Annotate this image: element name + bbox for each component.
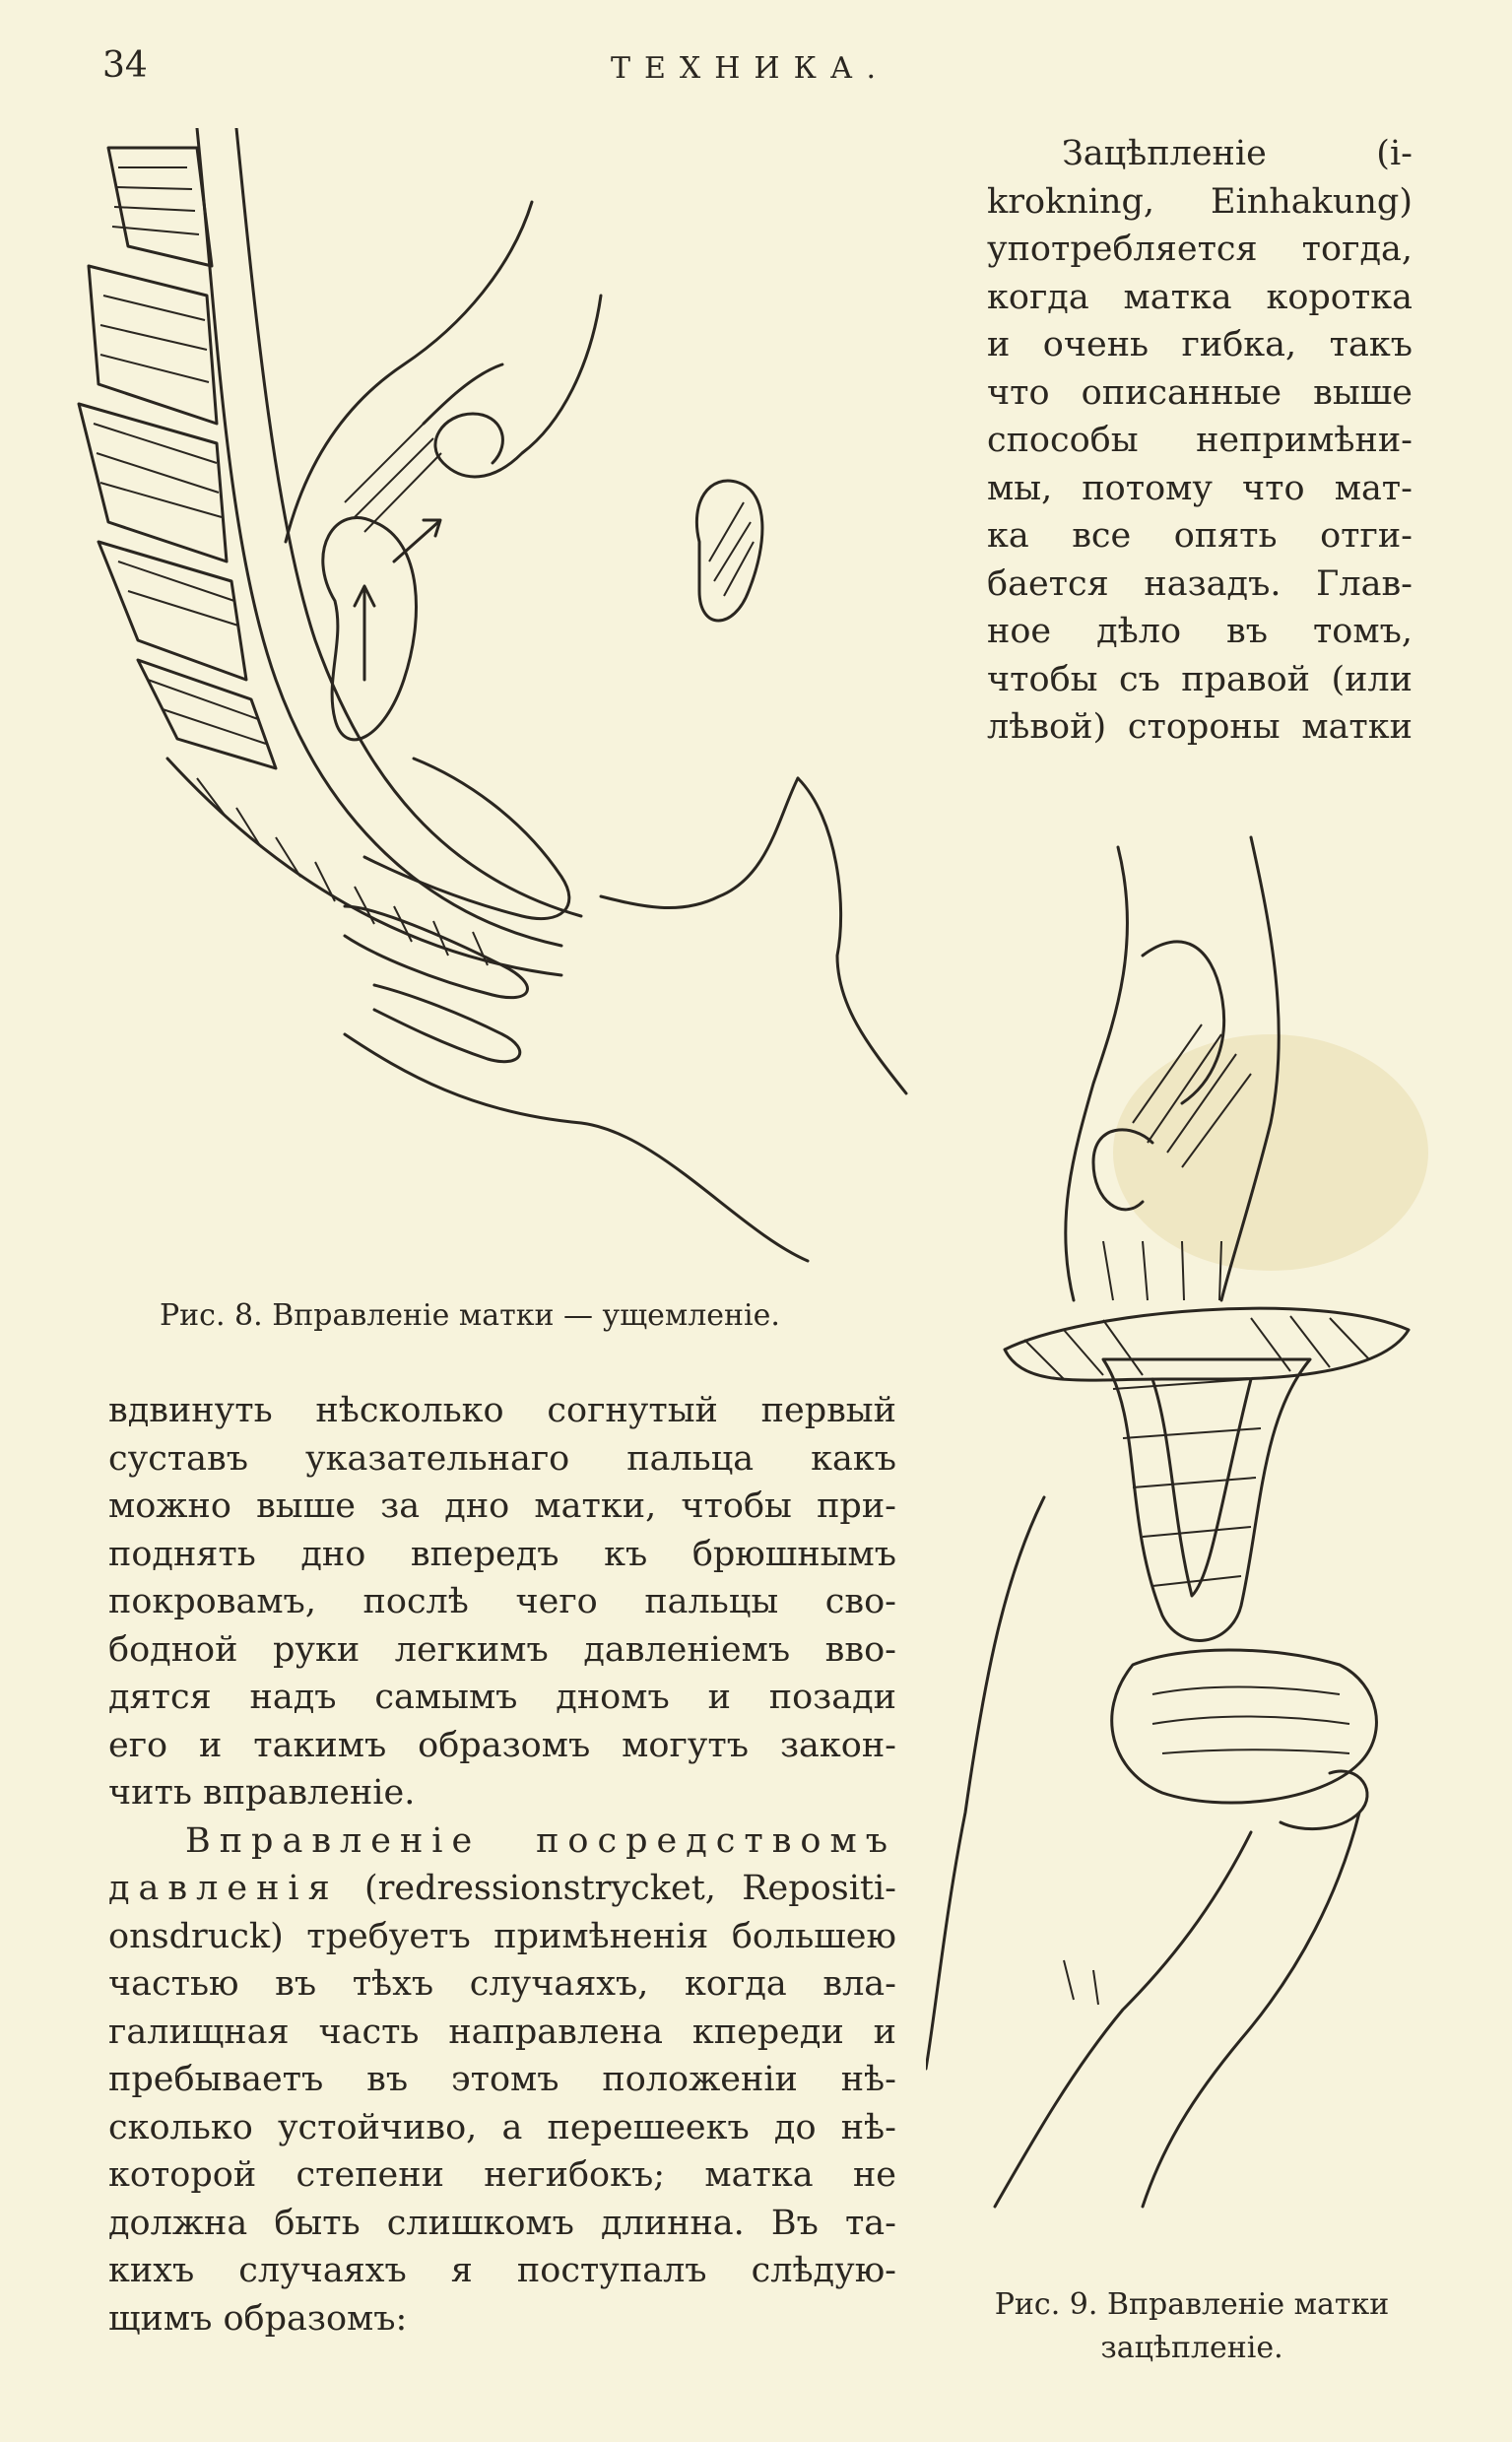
text-line: мы, потому что мат-: [987, 468, 1413, 508]
section-heading-continued: давленія: [108, 1869, 339, 1908]
running-title: ТЕХНИКА.: [611, 51, 890, 86]
text-line: поднять дно впередъ къ брюшнымъ: [108, 1534, 896, 1574]
text-fragment: (redressionstrycket, Repositi-: [338, 1869, 896, 1908]
text-line: Зацѣпленіе (i-: [1062, 134, 1413, 173]
figure-9-caption-line: Рис. 9. Вправленіе матки: [994, 2287, 1390, 2322]
text-line: ка все опять отги-: [987, 516, 1413, 556]
text-line: ное дѣло въ томъ,: [987, 612, 1413, 651]
text-line: бодной руки легкимъ давленіемъ вво-: [108, 1629, 896, 1670]
text-line: пребываетъ въ этомъ положеніи нѣ-: [108, 2060, 896, 2099]
text-line: которой степени негибокъ; матка не: [108, 2155, 896, 2195]
text-line: частью въ тѣхъ случаяхъ, когда вла-: [108, 1964, 896, 2004]
text-line: суставъ указательнаго пальца какъ: [108, 1438, 896, 1479]
text-line: употребляется тогда,: [987, 230, 1413, 269]
text-line: когда матка коротка: [987, 277, 1413, 317]
text-line: можно выше за дно матки, чтобы при-: [108, 1486, 896, 1526]
figure-8-illustration: [49, 128, 936, 1271]
text-line: и очень гибка, такъ: [987, 325, 1413, 364]
text-line: кихъ случаяхъ я поступалъ слѣдую-: [108, 2251, 896, 2290]
text-line: чтобы съ правой (или: [987, 659, 1413, 699]
figure-8-caption: Рис. 8. Вправленіе матки — ущемленіе.: [160, 1298, 780, 1333]
right-column-text: [987, 130, 1413, 752]
sacrum-vertebrae: [79, 148, 276, 768]
section-heading: Вправленіе посредствомъ: [185, 1820, 896, 1861]
text-line: галищная часть направлена кпереди и: [108, 2012, 896, 2052]
text-line: щимъ образомъ:: [108, 2298, 408, 2339]
paper-stain: [1113, 1034, 1428, 1271]
text-line: дятся надъ самымъ дномъ и позади: [108, 1678, 896, 1717]
text-line: krokning, Einhakung): [987, 181, 1413, 222]
text-line: чить вправленіе.: [108, 1773, 416, 1813]
text-line: должна быть слишкомъ длинна. Въ та-: [108, 2203, 896, 2243]
lower-hand: [926, 1497, 1376, 2207]
page-number: 34: [102, 45, 148, 86]
text-line: что описанные выше: [987, 372, 1413, 413]
left-column-text: [108, 1387, 896, 2343]
text-line: покровамъ, послѣ чего пальцы сво-: [108, 1582, 896, 1621]
figure-9-caption-line: зацѣпленіе.: [1100, 2331, 1283, 2365]
uterus-cross-section: [1005, 1308, 1409, 1640]
text-line: onsdruck) требуетъ примѣненія большею: [108, 1916, 896, 1956]
text-line: способы непримѣни-: [987, 421, 1413, 460]
text-line: бается назадъ. Глав-: [987, 563, 1413, 604]
text-line: лѣвой) стороны матки: [987, 707, 1413, 747]
figure-9-illustration: [926, 827, 1478, 2226]
figure-9-caption: [965, 2283, 1418, 2370]
text-line: вдвинуть нѣсколько согнутый первый: [108, 1391, 896, 1430]
text-line: сколько устойчиво, а перешеекъ до нѣ-: [108, 2107, 896, 2147]
text-line: его и такимъ образомъ могутъ закон-: [108, 1725, 896, 1765]
text-line: [108, 1865, 896, 1913]
